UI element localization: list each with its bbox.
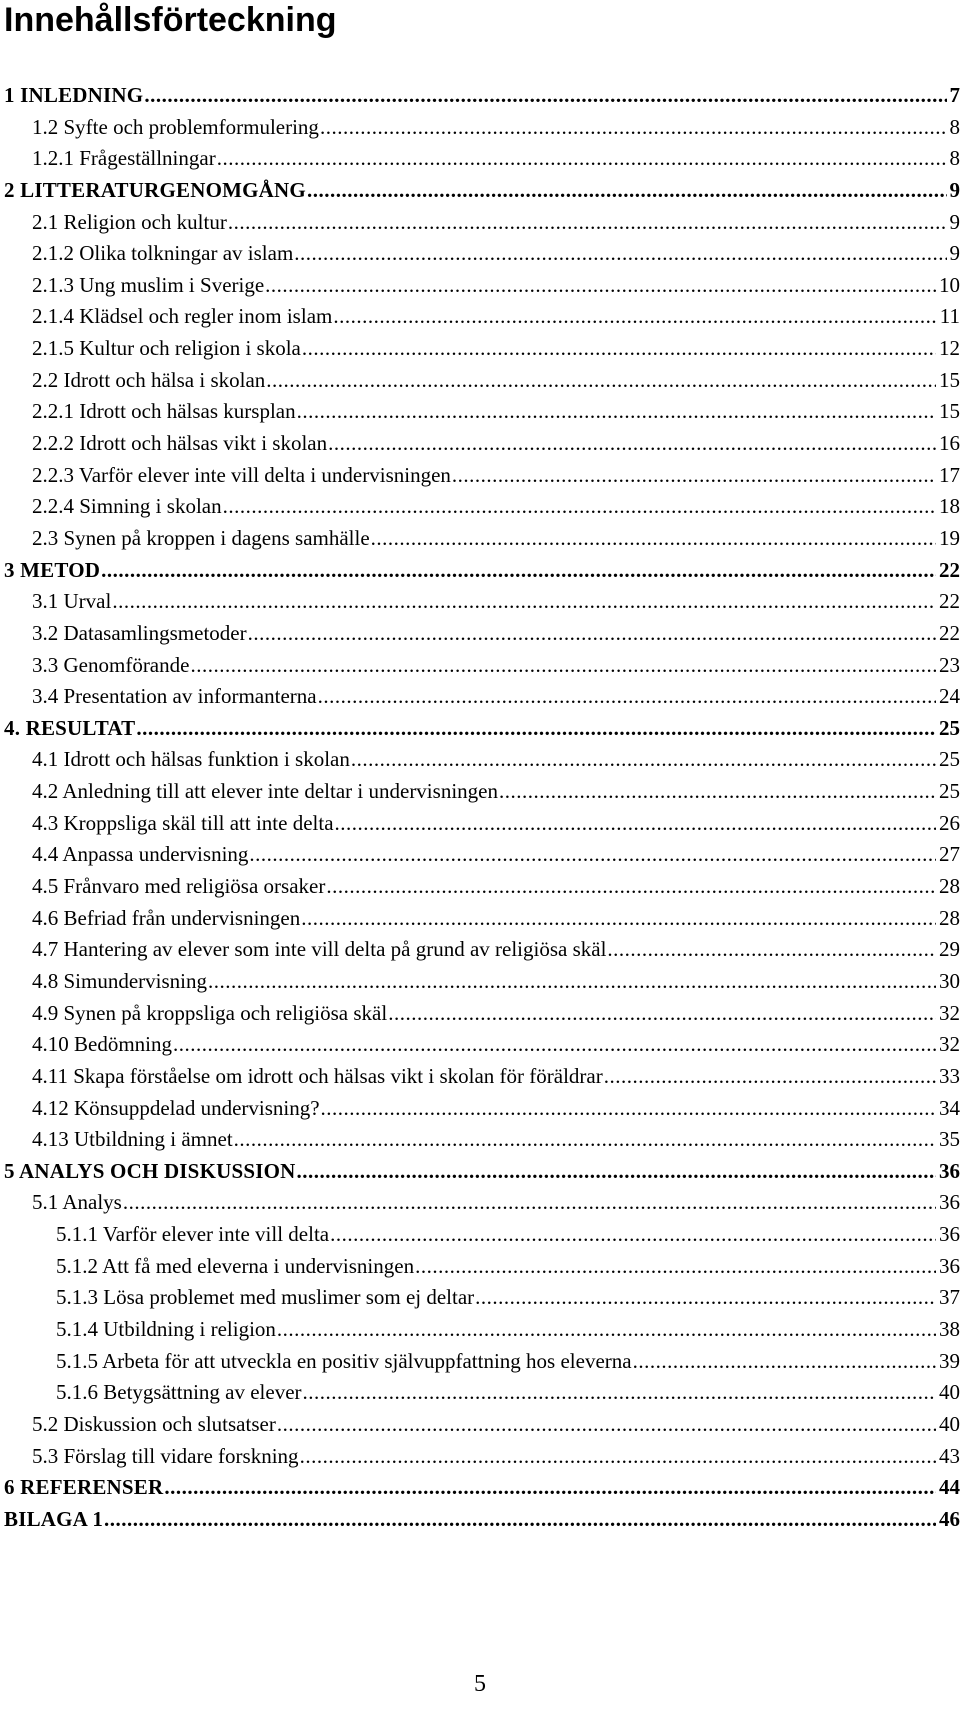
toc-entry-page: 43	[939, 1443, 960, 1468]
toc-entry-title: 2.1.2 Olika tolkningar av islam	[32, 241, 294, 266]
toc-entry[interactable]	[4, 143, 960, 175]
toc-dot-leader	[265, 270, 936, 302]
toc-entry[interactable]	[4, 1093, 960, 1125]
toc-dot-leader	[144, 80, 946, 112]
toc-entry[interactable]	[4, 998, 960, 1030]
toc-dot-leader	[326, 871, 936, 903]
toc-dot-leader	[301, 903, 936, 935]
toc-entry[interactable]	[4, 238, 960, 270]
page-number: 5	[474, 1671, 486, 1697]
toc-dot-leader	[330, 1219, 936, 1251]
toc-entry[interactable]	[4, 1251, 960, 1283]
toc-entry[interactable]	[4, 1472, 960, 1504]
toc-dot-leader	[300, 1441, 936, 1473]
toc-entry-page: 39	[939, 1348, 960, 1373]
toc-entry[interactable]	[4, 839, 960, 871]
toc-entry-title: 2.2.3 Varför elever inte vill delta i undervisningen	[32, 462, 451, 487]
toc-entry-page: 26	[939, 810, 960, 835]
toc-dot-leader	[297, 396, 936, 428]
toc-entry[interactable]	[4, 744, 960, 776]
toc-entry[interactable]	[4, 460, 960, 492]
toc-entry[interactable]	[4, 1061, 960, 1093]
toc-entry-page: 9	[949, 209, 960, 234]
toc-dot-leader	[371, 523, 936, 555]
toc-entry-page: 36	[939, 1158, 960, 1183]
toc-entry-title: 4.12 Könsuppdelad undervisning?	[32, 1095, 320, 1120]
toc-entry[interactable]	[4, 1504, 960, 1536]
toc-entry[interactable]	[4, 713, 960, 745]
toc-entry-title: 2.1.3 Ung muslim i Sverige	[32, 272, 265, 297]
toc-entry[interactable]	[4, 871, 960, 903]
toc-entry-page: 44	[939, 1475, 960, 1500]
toc-entry-page: 34	[939, 1095, 960, 1120]
toc-entry-page: 37	[939, 1285, 960, 1310]
toc-dot-leader	[164, 1472, 936, 1504]
toc-entry-page: 32	[939, 1000, 960, 1025]
toc-dot-leader	[249, 839, 936, 871]
toc-entry-page: 27	[939, 842, 960, 867]
toc-entry-title: 3.1 Urval	[32, 589, 112, 614]
toc-dot-leader	[303, 1377, 936, 1409]
toc-dot-leader	[136, 713, 936, 745]
toc-dot-leader	[607, 934, 936, 966]
toc-dot-leader	[228, 207, 947, 239]
toc-entry-page: 36	[939, 1253, 960, 1278]
toc-dot-leader	[333, 301, 936, 333]
toc-entry-title: 4.11 Skapa förståelse om idrott och hälsas vikt i skolan för föräldrar	[32, 1063, 603, 1088]
toc-entry[interactable]	[4, 586, 960, 618]
toc-entry-page: 8	[949, 146, 960, 171]
toc-entry-title: 4.3 Kroppsliga skäl till att inte delta	[32, 810, 334, 835]
toc-entry-page: 36	[939, 1190, 960, 1215]
toc-entry-title: BILAGA 1	[4, 1506, 104, 1531]
toc-entry-title: 4. RESULTAT	[4, 715, 136, 740]
toc-dot-leader	[123, 1187, 936, 1219]
toc-entry[interactable]	[4, 491, 960, 523]
toc-entry-title: 1.2 Syfte och problemformulering	[32, 114, 319, 139]
toc-dot-leader	[217, 143, 947, 175]
toc-dot-leader	[415, 1251, 936, 1283]
toc-dot-leader	[351, 744, 936, 776]
toc-dot-leader	[277, 1314, 936, 1346]
toc-entry[interactable]	[4, 1409, 960, 1441]
toc-entry-page: 29	[939, 937, 960, 962]
toc-entry-page: 23	[939, 652, 960, 677]
toc-entry[interactable]	[4, 396, 960, 428]
toc-entry[interactable]	[4, 333, 960, 365]
toc-entry-page: 10	[939, 272, 960, 297]
toc-entry-title: 2 LITTERATURGENOMGÅNG	[4, 177, 306, 202]
toc-entry-title: 2.1.4 Klädsel och regler inom islam	[32, 304, 333, 329]
toc-entry[interactable]	[4, 1377, 960, 1409]
toc-dot-leader	[112, 586, 936, 618]
toc-entry-page: 46	[939, 1506, 960, 1531]
toc-entry-page: 9	[949, 177, 960, 202]
toc-dot-leader	[328, 428, 936, 460]
toc-entry-title: 4.13 Utbildning i ämnet	[32, 1127, 233, 1152]
toc-entry-page: 11	[939, 304, 960, 329]
toc-entry[interactable]	[4, 207, 960, 239]
toc-entry-page: 12	[939, 336, 960, 361]
toc-entry-title: 5.1.5 Arbeta för att utveckla en positiv självuppfattning hos eleverna	[56, 1348, 632, 1373]
toc-entry-page: 40	[939, 1411, 960, 1436]
toc-entry-page: 25	[939, 747, 960, 772]
page-title: Innehållsförteckning	[4, 1, 337, 39]
toc-entry[interactable]	[4, 1314, 960, 1346]
toc-entry[interactable]	[4, 1029, 960, 1061]
toc-dot-leader	[633, 1346, 936, 1378]
toc-entry[interactable]	[4, 776, 960, 808]
toc-entry-title: 5.1.6 Betygsättning av elever	[56, 1380, 302, 1405]
toc-entry-title: 3 METOD	[4, 557, 101, 582]
toc-entry[interactable]	[4, 1441, 960, 1473]
toc-dot-leader	[335, 808, 936, 840]
toc-entry[interactable]	[4, 618, 960, 650]
toc-dot-leader	[208, 966, 936, 998]
toc-entry-page: 40	[939, 1380, 960, 1405]
toc-dot-leader	[475, 1282, 936, 1314]
toc-dot-leader	[190, 650, 936, 682]
toc-entry-title: 4.7 Hantering av elever som inte vill delta på grund av religiösa skäl	[32, 937, 607, 962]
toc-entry-page: 22	[939, 620, 960, 645]
toc-dot-leader	[173, 1029, 936, 1061]
toc-entry-page: 16	[939, 431, 960, 456]
toc-entry[interactable]	[4, 428, 960, 460]
toc-entry-page: 32	[939, 1032, 960, 1057]
toc-entry[interactable]	[4, 1346, 960, 1378]
toc-entry[interactable]	[4, 808, 960, 840]
toc-dot-leader	[277, 1409, 936, 1441]
toc-entry[interactable]	[4, 650, 960, 682]
toc-entry-title: 4.2 Anledning till att elever inte deltar i undervisningen	[32, 779, 498, 804]
toc-entry-page: 25	[939, 779, 960, 804]
toc-entry-page: 38	[939, 1316, 960, 1341]
toc-entry-title: 2.1.5 Kultur och religion i skola	[32, 336, 301, 361]
toc-entry-title: 5.1.3 Lösa problemet med muslimer som ej deltar	[56, 1285, 475, 1310]
toc-entry[interactable]	[4, 523, 960, 555]
toc-entry[interactable]	[4, 1124, 960, 1156]
toc-entry-page: 25	[939, 715, 960, 740]
toc-entry-page: 28	[939, 874, 960, 899]
toc-entry-page: 36	[939, 1222, 960, 1247]
toc-dot-leader	[266, 365, 936, 397]
toc-entry[interactable]	[4, 112, 960, 144]
toc-entry-title: 3.4 Presentation av informanterna	[32, 684, 317, 709]
toc-entry[interactable]	[4, 301, 960, 333]
toc-entry-title: 1 INLEDNING	[4, 83, 144, 107]
toc-entry-title: 2.3 Synen på kroppen i dagens samhälle	[32, 525, 370, 550]
toc-entry-title: 2.1 Religion och kultur	[32, 209, 227, 234]
toc-entry-title: 3.2 Datasamlingsmetoder	[32, 620, 247, 645]
toc-entry-title: 5.1.4 Utbildning i religion	[56, 1316, 276, 1341]
toc-entry-page: 15	[939, 399, 960, 424]
toc-dot-leader	[318, 681, 936, 713]
toc-dot-leader	[321, 1093, 936, 1125]
toc-entry-page: 8	[949, 114, 960, 139]
toc-entry-page: 7	[949, 83, 960, 107]
toc-entry-title: 2.2.4 Simning i skolan	[32, 494, 222, 519]
toc-entry-page: 33	[939, 1063, 960, 1088]
toc-entry-page: 9	[949, 241, 960, 266]
toc-entry-title: 2.2.2 Idrott och hälsas vikt i skolan	[32, 431, 328, 456]
toc-entry-title: 4.4 Anpassa undervisning	[32, 842, 249, 867]
toc-entry-title: 4.8 Simundervisning	[32, 968, 208, 993]
toc-entry-title: 5.3 Förslag till vidare forskning	[32, 1443, 299, 1468]
toc-entry-title: 5.1.1 Varför elever inte vill delta	[56, 1222, 330, 1247]
toc-entry-page: 18	[939, 494, 960, 519]
toc-entry-title: 1.2.1 Frågeställningar	[32, 146, 216, 171]
toc-entry[interactable]	[4, 1156, 960, 1188]
toc-entry-title: 5 ANALYS OCH DISKUSSION	[4, 1158, 296, 1183]
toc-entry-title: 4.1 Idrott och hälsas funktion i skolan	[32, 747, 350, 772]
table-of-contents	[4, 80, 960, 1535]
toc-dot-leader	[388, 998, 936, 1030]
toc-entry[interactable]	[4, 80, 960, 112]
toc-entry-page: 35	[939, 1127, 960, 1152]
toc-entry-title: 2.2.1 Idrott och hälsas kursplan	[32, 399, 296, 424]
toc-entry-title: 6 REFERENSER	[4, 1475, 164, 1500]
toc-entry-page: 15	[939, 367, 960, 392]
toc-entry[interactable]	[4, 175, 960, 207]
toc-dot-leader	[248, 618, 936, 650]
toc-entry-title: 5.1.2 Att få med eleverna i undervisningen	[56, 1253, 415, 1278]
toc-entry-title: 2.2 Idrott och hälsa i skolan	[32, 367, 266, 392]
toc-dot-leader	[452, 460, 936, 492]
toc-dot-leader	[604, 1061, 936, 1093]
toc-entry-title: 4.9 Synen på kroppsliga och religiösa skäl	[32, 1000, 388, 1025]
toc-dot-leader	[294, 238, 946, 270]
toc-entry-page: 22	[939, 589, 960, 614]
toc-dot-leader	[499, 776, 936, 808]
toc-entry[interactable]	[4, 934, 960, 966]
toc-entry-title: 4.6 Befriad från undervisningen	[32, 905, 301, 930]
toc-entry-page: 24	[939, 684, 960, 709]
toc-dot-leader	[302, 333, 936, 365]
toc-entry[interactable]	[4, 555, 960, 587]
toc-entry-page: 30	[939, 968, 960, 993]
toc-entry-title: 5.1 Analys	[32, 1190, 122, 1215]
toc-entry-page: 28	[939, 905, 960, 930]
toc-dot-leader	[297, 1156, 937, 1188]
toc-entry-title: 3.3 Genomförande	[32, 652, 190, 677]
toc-entry[interactable]	[4, 1282, 960, 1314]
toc-entry[interactable]	[4, 681, 960, 713]
toc-entry-title: 5.2 Diskussion och slutsatser	[32, 1411, 276, 1436]
toc-dot-leader	[104, 1504, 936, 1536]
toc-entry-page: 17	[939, 462, 960, 487]
toc-entry[interactable]	[4, 966, 960, 998]
toc-entry-title: 4.10 Bedömning	[32, 1032, 172, 1057]
toc-entry[interactable]	[4, 365, 960, 397]
toc-entry[interactable]	[4, 1187, 960, 1219]
toc-dot-leader	[307, 175, 947, 207]
toc-entry[interactable]	[4, 903, 960, 935]
toc-entry[interactable]	[4, 270, 960, 302]
toc-entry[interactable]	[4, 1219, 960, 1251]
toc-entry-title: 4.5 Frånvaro med religiösa orsaker	[32, 874, 326, 899]
toc-entry-page: 22	[939, 557, 960, 582]
toc-dot-leader	[101, 555, 936, 587]
toc-dot-leader	[223, 491, 936, 523]
toc-entry-page: 19	[939, 525, 960, 550]
toc-dot-leader	[234, 1124, 936, 1156]
toc-dot-leader	[320, 112, 947, 144]
